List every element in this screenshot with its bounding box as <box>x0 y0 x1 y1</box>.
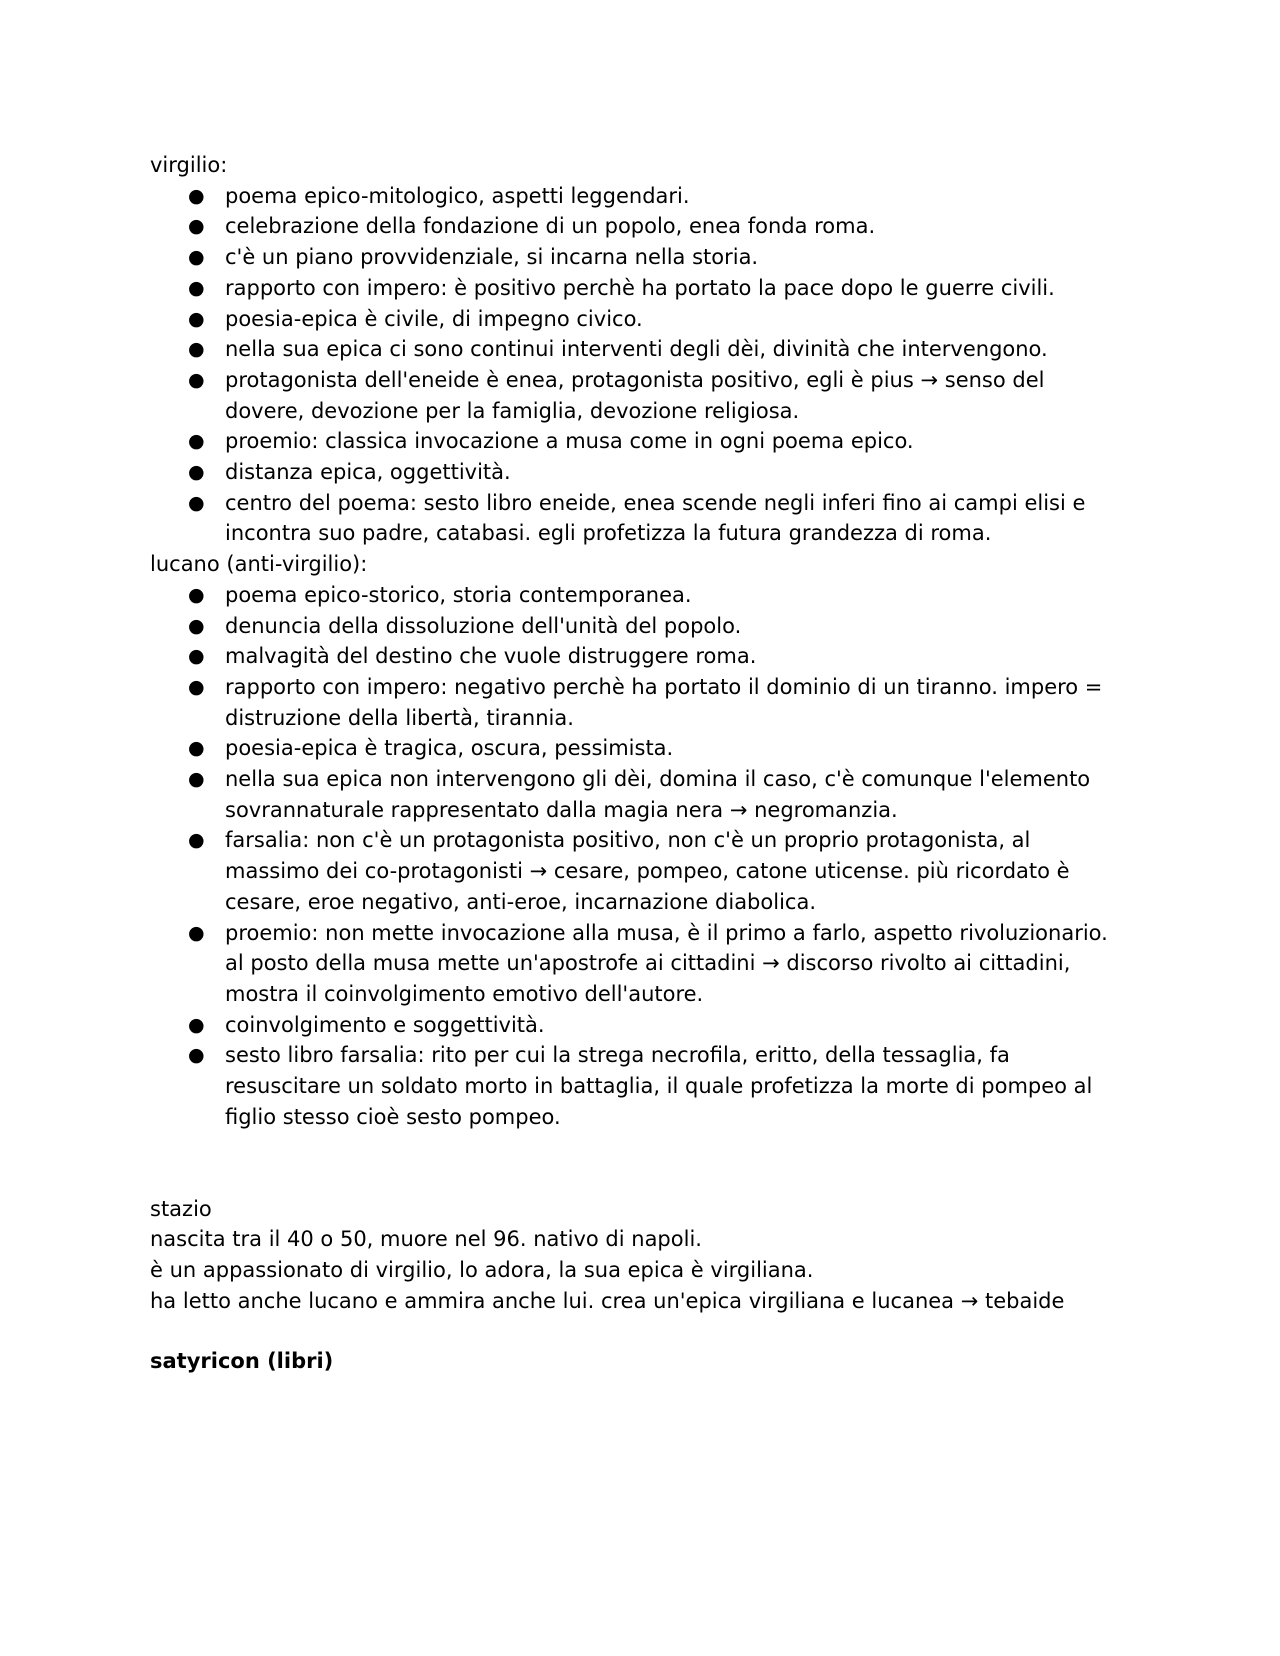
list-item: ● proemio: non mette invocazione alla musa, è il primo a farlo, aspetto rivoluzionario. al posto della musa mette un'apostrofe ai cittadini → discorso rivolto ai cittadini, mostra il coinvolgimento emotivo dell'autore. <box>150 918 1130 1010</box>
list-item: ● poema epico-mitologico, aspetti leggendari. <box>150 181 1130 212</box>
list-item: ● poema epico-storico, storia contemporanea. <box>150 580 1130 611</box>
bullet-icon: ● <box>188 768 205 791</box>
bullet-icon: ● <box>188 675 205 698</box>
stazio-heading: stazio <box>150 1196 212 1221</box>
bullet-icon: ● <box>188 614 205 637</box>
list-item: ● nella sua epica non intervengono gli dèi, domina il caso, c'è comunque l'elemento sovrannaturale rappresentato dalla magia nera → negromanzia. <box>150 764 1130 825</box>
bullet-icon: ● <box>188 246 205 269</box>
bullet-icon: ● <box>188 338 205 361</box>
bullet-icon: ● <box>188 276 205 299</box>
list-item: ● distanza epica, oggettività. <box>150 457 1130 488</box>
satyricon-heading: satyricon (libri) <box>150 1349 334 1374</box>
blank-space <box>150 1133 1130 1194</box>
list-item: ● farsalia: non c'è un protagonista positivo, non c'è un proprio protagonista, al massimo dei co-protagonisti → cesare, pompeo, catone uticense. più ricordato è cesare, eroe negativo, anti-eroe, incarnazione diabolica. <box>150 825 1130 917</box>
bullet-icon: ● <box>188 829 205 852</box>
bullet-icon: ● <box>188 583 205 606</box>
bullet-icon: ● <box>188 491 205 514</box>
bullet-icon: ● <box>188 307 205 330</box>
list-item: ● proemio: classica invocazione a musa come in ogni poema epico. <box>150 426 1130 457</box>
lucano-list <box>150 580 1130 1133</box>
bullet-icon: ● <box>188 461 205 484</box>
bullet-icon: ● <box>188 921 205 944</box>
bullet-icon: ● <box>188 1044 205 1067</box>
bullet-icon: ● <box>188 737 205 760</box>
list-item: ● malvagità del destino che vuole distruggere roma. <box>150 641 1130 672</box>
list-item: ● c'è un piano provvidenziale, si incarna nella storia. <box>150 242 1130 273</box>
bullet-icon: ● <box>188 430 205 453</box>
bullet-icon: ● <box>188 184 205 207</box>
virgilio-list <box>150 181 1130 549</box>
list-item: ● centro del poema: sesto libro eneide, enea scende negli inferi fino ai campi elisi e incontra suo padre, catabasi. egli profetizza la futura grandezza di roma. <box>150 488 1130 549</box>
list-item: ● poesia-epica è civile, di impegno civico. <box>150 304 1130 335</box>
virgilio-heading: virgilio: <box>150 153 228 177</box>
list-item: ● nella sua epica ci sono continui interventi degli dèi, divinità che intervengono. <box>150 334 1130 365</box>
list-item: ● celebrazione della fondazione di un popolo, enea fonda roma. <box>150 211 1130 242</box>
bullet-icon: ● <box>188 215 205 238</box>
stazio-line: ha letto anche lucano e ammira anche lui. crea un'epica virgiliana e lucanea → tebaide <box>150 1288 1065 1313</box>
stazio-line: è un appassionato di virgilio, lo adora, la sua epica è virgiliana. <box>150 1257 814 1282</box>
list-item: ● coinvolgimento e soggettività. <box>150 1010 1130 1041</box>
list-item: ● rapporto con impero: è positivo perchè ha portato la pace dopo le guerre civili. <box>150 273 1130 304</box>
list-item: ● denuncia della dissoluzione dell'unità del popolo. <box>150 611 1130 642</box>
lucano-heading: lucano (anti-virgilio): <box>150 552 368 577</box>
bullet-icon: ● <box>188 1013 205 1036</box>
bullet-icon: ● <box>188 368 205 391</box>
document-page <box>150 150 1130 1377</box>
stazio-line: nascita tra il 40 o 50, muore nel 96. nativo di napoli. <box>150 1227 702 1252</box>
list-item: ● rapporto con impero: negativo perchè ha portato il dominio di un tiranno. impero = distruzione della libertà, tirannia. <box>150 672 1130 733</box>
list-item: ● protagonista dell'eneide è enea, protagonista positivo, egli è pius → senso del dovere, devozione per la famiglia, devozione religiosa. <box>150 365 1130 426</box>
list-item: ● poesia-epica è tragica, oscura, pessimista. <box>150 733 1130 764</box>
blank-space <box>150 1316 1130 1346</box>
list-item: ● sesto libro farsalia: rito per cui la strega necrofila, eritto, della tessaglia, fa resuscitare un soldato morto in battaglia, il quale profetizza la morte di pompeo al figlio stesso cioè sesto pompeo. <box>150 1040 1130 1132</box>
bullet-icon: ● <box>188 645 205 668</box>
